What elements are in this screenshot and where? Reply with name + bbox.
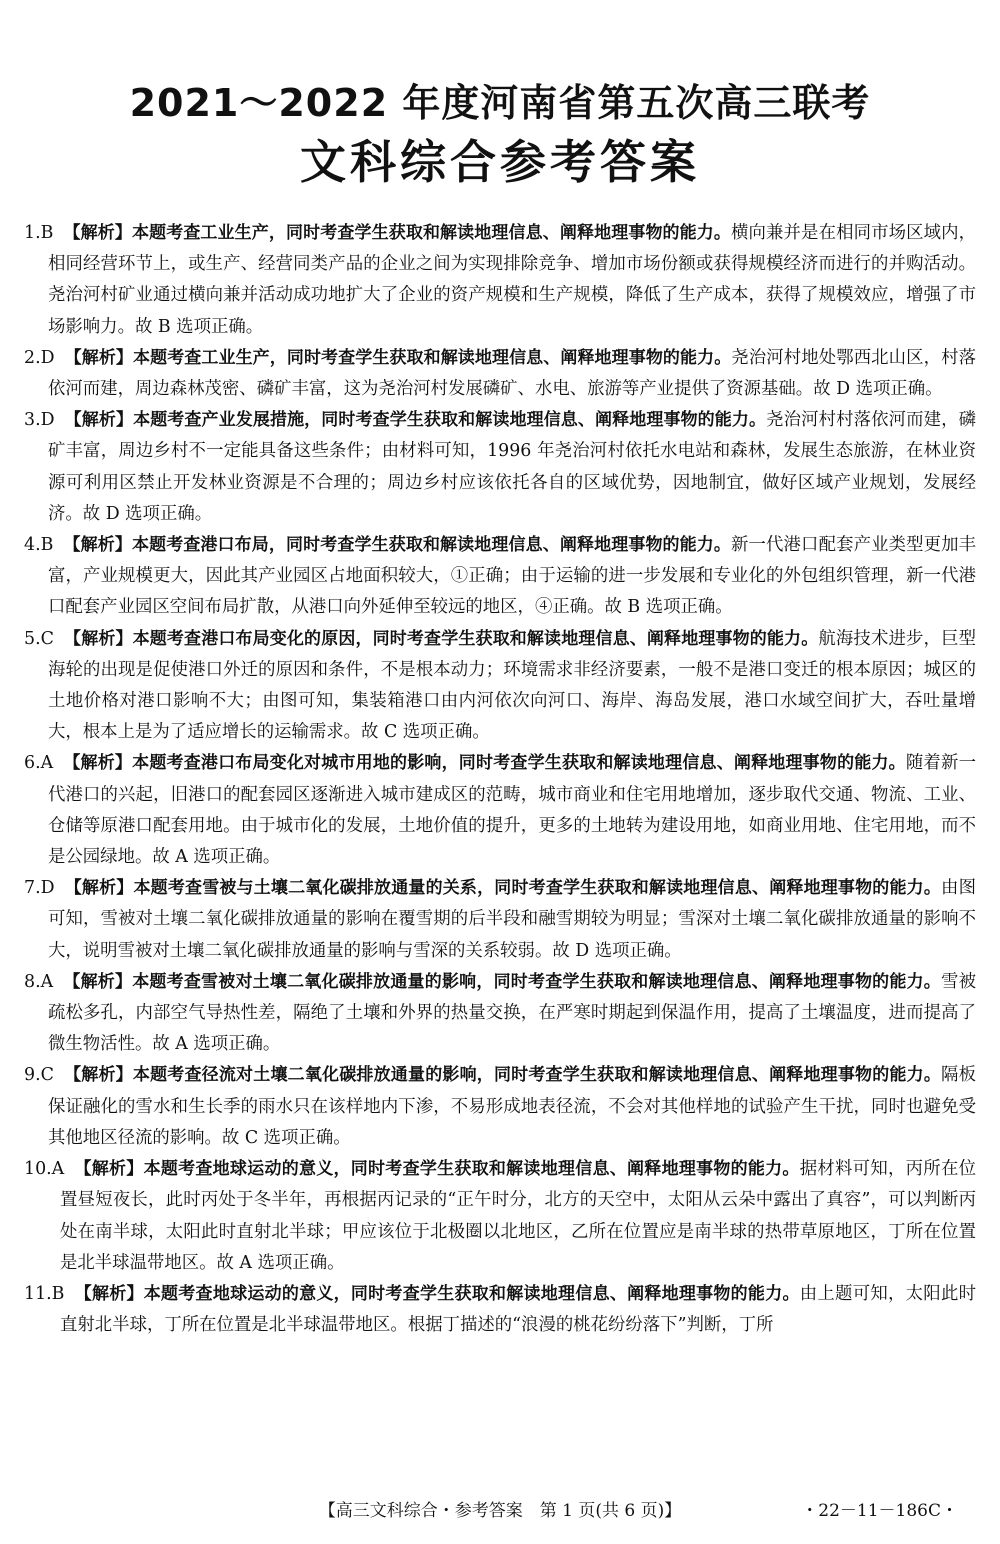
item-number: 9. <box>24 1065 41 1086</box>
answer-list <box>24 218 976 1341</box>
item-number: 10. <box>24 1159 52 1180</box>
item-text: 新一代港口配套产业类型更加丰富，产业规模更大，因此其产业园区占地面积较大，①正确；由于运输的进一步发展和专业化的外包组织管理，新一代港口配套产业园区空间布局扩散，从港口向外延伸至较远的地区，④正确。故 B 选项正确。 <box>48 535 977 618</box>
item-number: 11. <box>24 1283 52 1304</box>
item-label: 【解析】 <box>64 347 134 368</box>
answer-item-8 <box>24 967 976 1061</box>
item-answer: B <box>51 1283 65 1304</box>
item-text: 由上题可知，太阳此时直射北半球，丁所在位置是北半球温带地区。根据丁描述的“浪漫的桃花纷纷落下”判断，丁所 <box>60 1283 977 1336</box>
item-answer: B <box>40 223 54 243</box>
answer-item-11 <box>24 1279 976 1341</box>
answer-item-9 <box>24 1060 976 1154</box>
item-intro: 本题考查港口布局，同时考查学生获取和解读地理信息、阐释地理事物的能力。 <box>131 535 732 556</box>
page-title: 2021～2022 年度河南省第五次高三联考 <box>129 81 871 125</box>
item-label: 【解析】 <box>63 628 133 649</box>
item-intro: 本题考查产业发展措施，同时考查学生获取和解读地理信息、阐释地理事物的能力。 <box>133 410 767 431</box>
answer-item-5 <box>24 624 976 749</box>
item-answer: D <box>40 878 55 899</box>
item-answer: D <box>40 410 55 431</box>
item-text: 隔板保证融化的雪水和生长季的雨水只在该样地内下渗，不易形成地表径流，不会对其他样地的试验产生干扰，同时也避免受其他地区径流的影响。故 C 选项正确。 <box>48 1065 977 1148</box>
item-label: 【解析】 <box>64 410 134 431</box>
item-number: 4. <box>24 535 41 556</box>
item-label: 【解析】 <box>74 1283 144 1304</box>
item-label: 【解析】 <box>63 1065 133 1086</box>
item-number: 2. <box>24 347 41 368</box>
item-answer: A <box>40 971 54 992</box>
item-answer: D <box>40 347 55 368</box>
item-label: 【解析】 <box>63 535 132 556</box>
item-text: 随着新一代港口的兴起，旧港口的配套园区逐渐进入城市建成区的范畴，城市商业和住宅用地增加，逐步取代交通、物流、工业、仓储等原港口配套用地。由于城市化的发展，土地价值的提升，更多的土地转为建设用地，如商业用地、住宅用地，而不是公园绿地。故 A 选项正确。 <box>48 753 976 868</box>
answer-item-3 <box>24 405 976 530</box>
item-text: 由图可知，雪被对土壤二氧化碳排放通量的影响在覆雪期的后半段和融雪期较为明显；雪深对土壤二氧化碳排放通量的影响不大，说明雪被对土壤二氧化碳排放通量的影响与雪深的关系较弱。故 D 选项正确。 <box>48 878 976 961</box>
answer-item-1 <box>24 218 976 343</box>
item-answer: A <box>40 753 54 774</box>
item-number: 6. <box>24 753 41 774</box>
item-number: 3. <box>24 410 41 431</box>
item-number: 7. <box>24 878 41 899</box>
item-label: 【解析】 <box>63 753 133 774</box>
item-intro: 本题考查径流对土壤二氧化碳排放通量的影响，同时考查学生获取和解读地理信息、阐释地理事物的能力。 <box>132 1065 942 1086</box>
page-subtitle: 文科综合参考答案 <box>300 135 700 189</box>
item-text: 雪被疏松多孔，内部空气导热性差，隔绝了土壤和外界的热量交换，在严寒时期起到保温作用，提高了土壤温度，进而提高了微生物活性。故 A 选项正确。 <box>48 971 976 1055</box>
item-label: 【解析】 <box>63 971 133 992</box>
item-label: 【解析】 <box>63 223 132 243</box>
item-number: 8. <box>24 971 41 992</box>
answer-item-4 <box>24 530 976 624</box>
answer-item-6 <box>24 748 976 873</box>
item-text: 据材料可知，丙所在位置昼短夜长，此时丙处于冬半年，再根据丙记录的“正午时分，北方的天空中，太阳从云朵中露出了真容”，可以判断丙处在南半球，太阳此时直射北半球；甲应该位于北极圈以北地区，乙所在位置应是南半球的热带草原地区，丁所在位置是北半球温带地区。故 A 选项正确。 <box>60 1159 977 1273</box>
item-number: 5. <box>24 628 41 649</box>
item-answer: C <box>40 1065 54 1086</box>
item-label: 【解析】 <box>74 1159 144 1180</box>
item-intro: 本题考查雪被对土壤二氧化碳排放通量的影响，同时考查学生获取和解读地理信息、阐释地理事物的能力。 <box>132 971 941 992</box>
item-intro: 本题考查工业生产，同时考查学生获取和解读地理信息、阐释地理事物的能力。 <box>133 347 732 368</box>
item-intro: 本题考查地球运动的意义，同时考查学生获取和解读地理信息、阐释地理事物的能力。 <box>143 1283 800 1304</box>
item-intro: 本题考查地球运动的意义，同时考查学生获取和解读地理信息、阐释地理事物的能力。 <box>143 1159 800 1180</box>
footer-page-info: 【高三文科综合・参考答案 第 1 页(共 6 页)】 <box>318 1501 682 1521</box>
item-intro: 本题考查工业生产，同时考查学生获取和解读地理信息、阐释地理事物的能力。 <box>131 223 732 243</box>
footer-doc-code: ・22－11－186C・ <box>801 1501 958 1521</box>
item-label: 【解析】 <box>64 878 134 899</box>
answer-item-2 <box>24 343 976 405</box>
page-footer <box>0 1496 1000 1526</box>
answer-item-10 <box>24 1154 976 1279</box>
answer-item-7 <box>24 873 976 967</box>
item-text: 尧治河村地处鄂西北山区，村落依河而建，周边森林茂密、磷矿丰富，这为尧治河村发展磷矿、水电、旅游等产业提供了资源基础。故 D 选项正确。 <box>48 347 976 400</box>
item-intro: 本题考查港口布局变化的原因，同时考查学生获取和解读地理信息、阐释地理事物的能力。 <box>132 628 819 649</box>
item-text: 航海技术进步，巨型海轮的出现是促使港口外迁的原因和条件，不是根本动力；环境需求非经济要素，一般不是港口变迁的根本原因；城区的土地价格对港口影响不大；由图可知，集装箱港口由内河依次向河口、海岸、海岛发展，港口水域空间扩大，吞吐量增大，根本上是为了适应增长的运输需求。故 C 选项正确。 <box>48 628 977 743</box>
item-answer: B <box>40 535 54 556</box>
item-answer: A <box>51 1159 65 1180</box>
item-text: 尧治河村村落依河而建，磷矿丰富，周边乡村不一定能具备这些条件；由材料可知，1996 年尧治河村依托水电站和森林，发展生态旅游，在林业资源可利用区禁止开发林业资源是不合理的；周边乡村应该依托各自的区域优势，因地制宜，做好区域产业规划，发展经济。故 D 选项正确。 <box>48 410 976 524</box>
item-answer: C <box>40 628 54 649</box>
item-intro: 本题考查雪被与土壤二氧化碳排放通量的关系，同时考查学生获取和解读地理信息、阐释地理事物的能力。 <box>133 878 942 899</box>
item-number: 1. <box>24 223 41 243</box>
item-intro: 本题考查港口布局变化对城市用地的影响，同时考查学生获取和解读地理信息、阐释地理事物的能力。 <box>132 753 906 774</box>
item-text: 横向兼并是在相同市场区域内，相同经营环节上，或生产、经营同类产品的企业之间为实现排除竞争、增加市场份额或获得规模经济而进行的并购活动。尧治河村矿业通过横向兼并活动成功地扩大了企业的资产规模和生产规模，降低了生产成本，获得了规模效应，增强了市场影响力。故 B 选项正确。 <box>48 223 977 337</box>
